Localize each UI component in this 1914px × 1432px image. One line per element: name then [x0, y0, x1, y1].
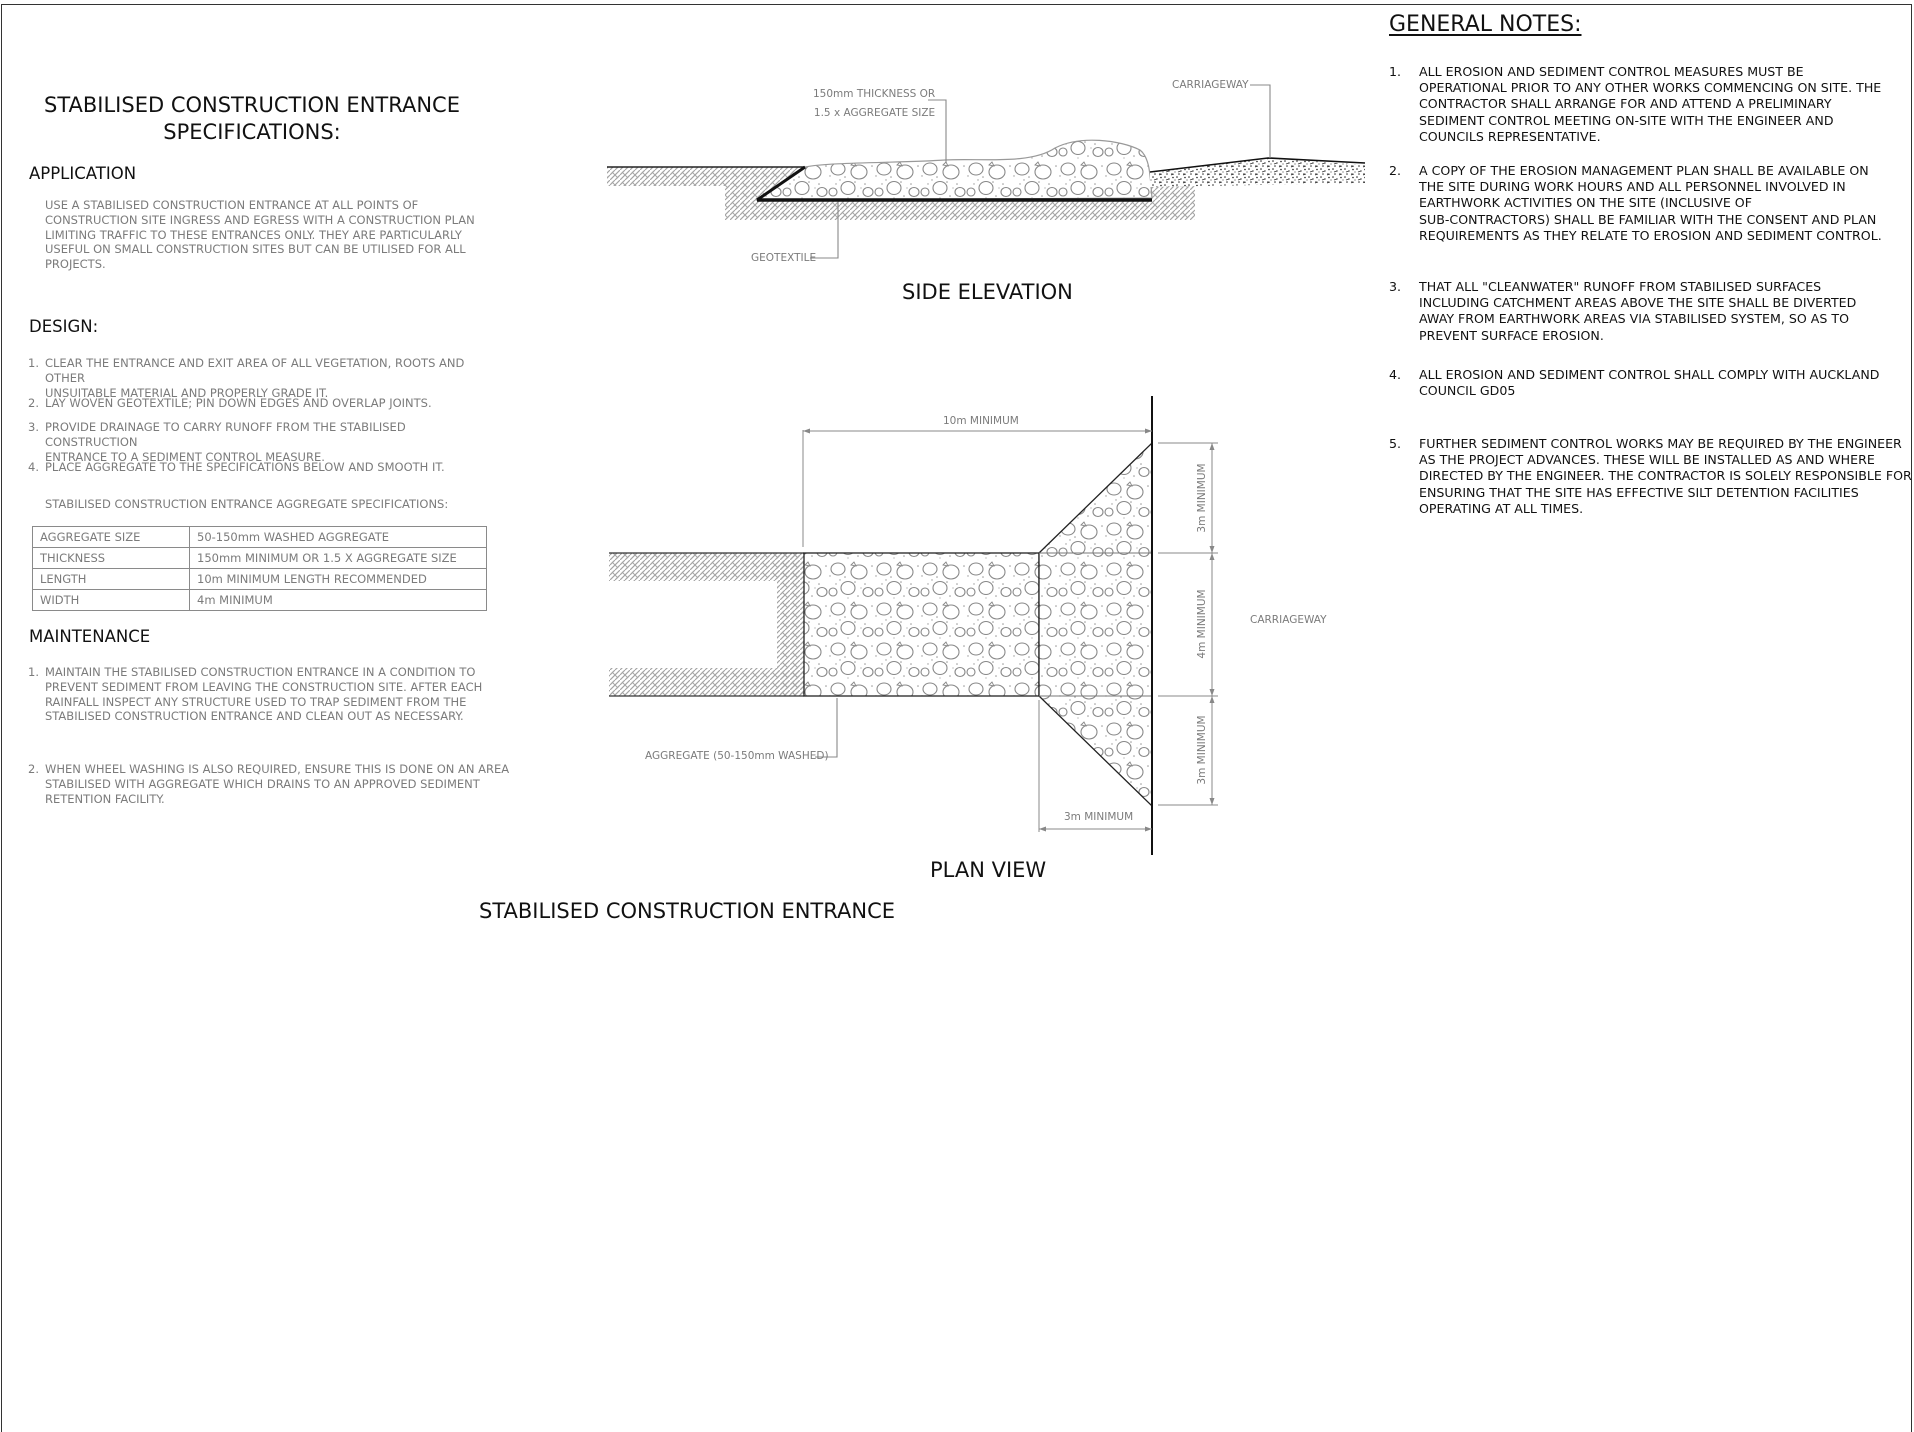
general-note-item — [1389, 367, 1909, 399]
general-note-line: PREVENT SURFACE EROSION. — [1419, 327, 1604, 343]
general-note-number: 4. — [1389, 367, 1402, 382]
general-note-line: COUNCIL GD05 — [1419, 383, 1516, 399]
design-item-number: 2. — [28, 396, 39, 410]
general-note-line: CONTRACTOR SHALL ARRANGE FOR AND ATTEND A PRELIMINARY — [1419, 96, 1832, 112]
specifications-title-line-1: STABILISED CONSTRUCTION ENTRANCE — [43, 93, 460, 117]
maintenance-item-line: STABILISED WITH AGGREGATE WHICH DRAINS TO AN APPROVED SEDIMENT — [45, 776, 480, 791]
carriageway-label-plan: CARRIAGEWAY — [1250, 614, 1327, 626]
maintenance-item-line: WHEN WHEEL WASHING IS ALSO REQUIRED, ENSURE THIS IS DONE ON AN AREA — [45, 762, 510, 776]
aggregate-table-caption: STABILISED CONSTRUCTION ENTRANCE AGGREGATE SPECIFICATIONS: — [45, 497, 449, 511]
design-item-line: PROVIDE DRAINAGE TO CARRY RUNOFF FROM THE STABILISED CONSTRUCTION — [45, 420, 406, 449]
general-note-number: 5. — [1389, 436, 1402, 451]
general-note-item — [1389, 436, 1914, 517]
general-note-line: SUB-CONTRACTORS) SHALL BE FAMILIAR WITH THE CONSENT AND PLAN — [1419, 211, 1877, 227]
maintenance-item-line: PREVENT SEDIMENT FROM LEAVING THE CONSTRUCTION SITE. AFTER EACH — [45, 679, 483, 694]
general-note-line: AS THE PROJECT ADVANCES. THESE WILL BE INSTALLED AS AND WHERE — [1419, 452, 1875, 468]
general-note-line: ENSURING THAT THE SITE HAS EFFECTIVE SILT DETENTION FACILITIES — [1419, 484, 1859, 500]
table-key: THICKNESS — [33, 548, 190, 569]
design-item-number: 4. — [28, 460, 39, 474]
maintenance-item-number: 1. — [28, 665, 39, 679]
maintenance-item-line: RETENTION FACILITY. — [45, 791, 165, 806]
table-key: WIDTH — [33, 590, 190, 611]
table-value: 150mm MINIMUM OR 1.5 X AGGREGATE SIZE — [190, 548, 487, 569]
general-note-line: ALL EROSION AND SEDIMENT CONTROL MEASURES MUST BE — [1419, 64, 1804, 79]
side-elevation-title: SIDE ELEVATION — [902, 280, 1073, 304]
table-key: LENGTH — [33, 569, 190, 590]
design-item-line: CLEAR THE ENTRANCE AND EXIT AREA OF ALL VEGETATION, ROOTS AND OTHER — [45, 356, 465, 385]
general-note-line: EARTHWORK ACTIVITIES ON THE SITE (INCLUSIVE OF — [1419, 195, 1752, 211]
thickness-label-line-1: 150mm THICKNESS OR — [813, 88, 936, 100]
general-note-line: SEDIMENT CONTROL MEETING ON-SITE WITH THE ENGINEER AND — [1419, 112, 1834, 128]
general-note-line: FURTHER SEDIMENT CONTROL WORKS MAY BE REQUIRED BY THE ENGINEER — [1419, 436, 1902, 451]
thickness-label — [813, 85, 935, 123]
design-heading: DESIGN: — [29, 317, 99, 336]
plan-view-drawing — [609, 396, 1218, 855]
general-note-line: OPERATIONAL PRIOR TO ANY OTHER WORKS COMMENCING ON SITE. THE — [1419, 80, 1882, 96]
maintenance-item-line: RAINFALL INSPECT ANY STRUCTURE USED TO TRAP SEDIMENT FROM THE — [45, 694, 467, 709]
application-line: USEFUL ON SMALL CONSTRUCTION SITES BUT CAN BE UTILISED FOR ALL — [45, 242, 466, 257]
general-note-item — [1389, 64, 1909, 145]
design-item-line: ENTRANCE TO A SEDIMENT CONTROL MEASURE. — [45, 449, 325, 464]
maintenance-item-number: 2. — [28, 762, 39, 776]
side-elevation-drawing — [607, 85, 1365, 258]
general-note-line: THE SITE DURING WORK HOURS AND ALL PERSONNEL INVOLVED IN — [1419, 179, 1846, 195]
general-note-item — [1389, 279, 1909, 344]
general-note-item — [1389, 163, 1909, 244]
flare-top-dimension-label: 3m MINIMUM — [1196, 463, 1208, 533]
flare-depth-dimension-label: 3m MINIMUM — [1064, 811, 1134, 823]
maintenance-item-line: MAINTAIN THE STABILISED CONSTRUCTION ENTRANCE IN A CONDITION TO — [45, 665, 476, 679]
flare-bottom-dimension-label: 3m MINIMUM — [1196, 715, 1208, 785]
general-note-line: DIRECTED BY THE ENGINEER. THE CONTRACTOR IS SOLELY RESPONSIBLE FOR — [1419, 468, 1912, 484]
general-notes-heading: GENERAL NOTES: — [1389, 12, 1582, 37]
design-item-line: LAY WOVEN GEOTEXTILE; PIN DOWN EDGES AND OVERLAP JOINTS. — [45, 396, 432, 410]
application-line: PROJECTS. — [45, 257, 106, 272]
general-note-line: INCLUDING CATCHMENT AREAS ABOVE THE SITE SHALL BE DIVERTED — [1419, 295, 1857, 311]
aggregate-label: AGGREGATE (50-150mm WASHED) — [645, 750, 829, 762]
carriageway-label-elevation: CARRIAGEWAY — [1172, 79, 1249, 91]
maintenance-heading: MAINTENANCE — [29, 627, 151, 646]
design-item-line: UNSUITABLE MATERIAL AND PROPERLY GRADE IT. — [45, 385, 329, 400]
application-line: USE A STABILISED CONSTRUCTION ENTRANCE AT ALL POINTS OF — [45, 198, 419, 212]
general-note-number: 3. — [1389, 279, 1402, 294]
general-note-line: A COPY OF THE EROSION MANAGEMENT PLAN SHALL BE AVAILABLE ON — [1419, 163, 1869, 178]
specifications-title-line-2: SPECIFICATIONS: — [163, 120, 341, 144]
table-value: 4m MINIMUM — [190, 590, 487, 611]
plan-view-title: PLAN VIEW — [930, 858, 1047, 882]
general-note-line: REQUIREMENTS AS THEY RELATE TO EROSION AND SEDIMENT CONTROL. — [1419, 227, 1882, 243]
design-item-line: PLACE AGGREGATE TO THE SPECIFICATIONS BELOW AND SMOOTH IT. — [45, 460, 445, 474]
geotextile-label: GEOTEXTILE — [751, 252, 817, 264]
application-line: LIMITING TRAFFIC TO THESE ENTRANCES ONLY. THEY ARE PARTICULARLY — [45, 227, 462, 242]
maintenance-item-line: STABILISED CONSTRUCTION ENTRANCE AND CLEAN OUT AS NECESSARY. — [45, 709, 464, 724]
general-note-line: OPERATING AT ALL TIMES. — [1419, 500, 1584, 516]
table-value: 10m MINIMUM LENGTH RECOMMENDED — [190, 569, 487, 590]
general-note-line: ALL EROSION AND SEDIMENT CONTROL SHALL COMPLY WITH AUCKLAND — [1419, 367, 1880, 382]
drawing-title: STABILISED CONSTRUCTION ENTRANCE — [479, 899, 896, 923]
design-item-number: 1. — [28, 356, 39, 370]
general-note-number: 1. — [1389, 64, 1402, 79]
design-item-number: 3. — [28, 420, 39, 434]
table-key: AGGREGATE SIZE — [33, 527, 190, 548]
general-note-line: THAT ALL "CLEANWATER" RUNOFF FROM STABILISED SURFACES — [1419, 279, 1822, 294]
thickness-label-line-2: 1.5 x AGGREGATE SIZE — [813, 107, 936, 119]
application-heading: APPLICATION — [29, 164, 137, 183]
general-note-line: COUNCILS REPRESENTATIVE. — [1419, 128, 1601, 144]
table-value: 50-150mm WASHED AGGREGATE — [190, 527, 487, 548]
general-note-line: AWAY FROM EARTHWORK AREAS VIA STABILISED SYSTEM, SO AS TO — [1419, 311, 1850, 327]
general-note-number: 2. — [1389, 163, 1402, 178]
application-line: CONSTRUCTION SITE INGRESS AND EGRESS WITH A CONSTRUCTION PLAN — [45, 212, 475, 227]
width-dimension-label: 4m MINIMUM — [1196, 589, 1208, 659]
length-dimension-label: 10m MINIMUM — [943, 415, 1019, 427]
